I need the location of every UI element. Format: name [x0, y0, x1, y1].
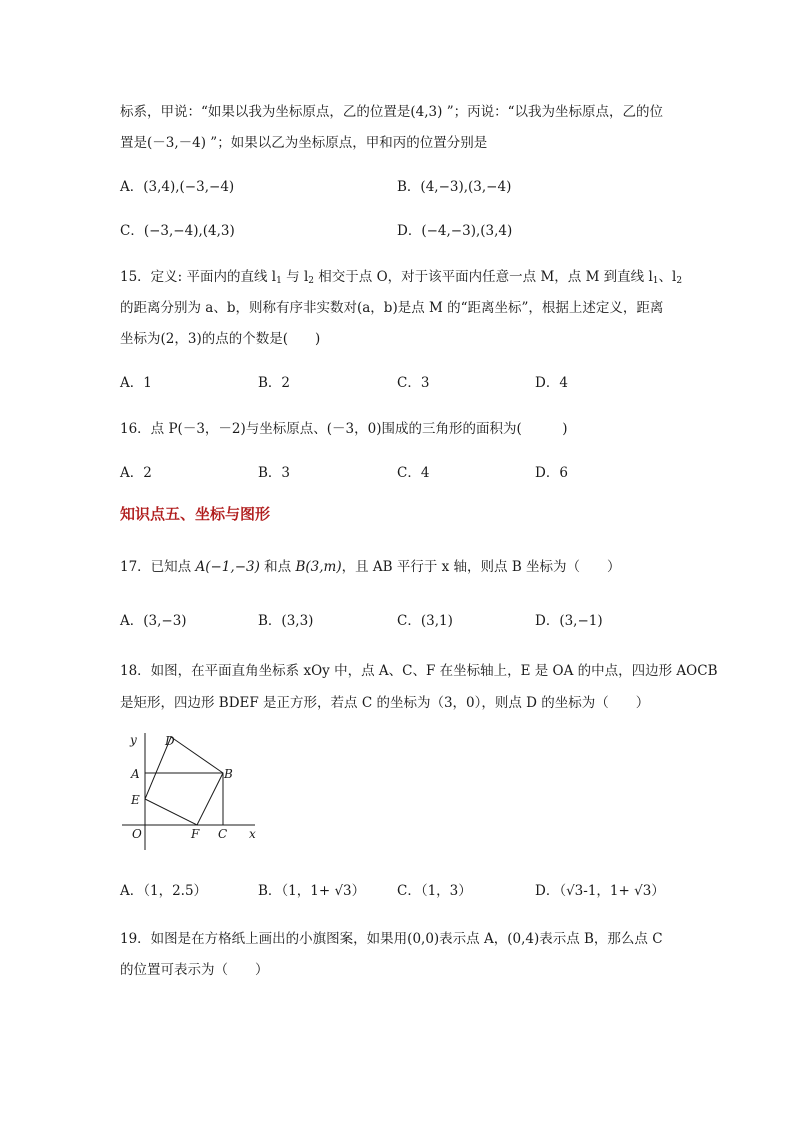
q16-option-b[interactable]: B．3 — [258, 465, 291, 481]
label-C: C — [218, 827, 228, 841]
q14-option-c[interactable] — [120, 222, 235, 240]
q18-option-b[interactable]: B．（1，1+ √3） — [258, 883, 366, 899]
q14-option-d[interactable] — [397, 222, 512, 240]
q15-option-d[interactable]: D．4 — [535, 375, 568, 391]
option-label: D． — [397, 223, 422, 239]
option-label: B． — [397, 179, 421, 195]
q17-option-b[interactable]: B．(3,3) — [258, 613, 314, 629]
q17-option-d[interactable]: D．(3,−1) — [535, 613, 603, 629]
square-BDEF — [145, 737, 223, 825]
label-D: D — [165, 734, 175, 748]
q15-option-b[interactable]: B．2 — [258, 375, 291, 391]
q15-option-c[interactable]: C．3 — [397, 375, 430, 391]
q16-option-a[interactable]: A．2 — [120, 465, 152, 481]
q14-option-a[interactable] — [120, 178, 234, 196]
q14-stem-line2: 置是(－3,－4) ”；如果以乙为坐标原点，甲和丙的位置分别是 — [120, 135, 488, 151]
label-E: E — [131, 793, 140, 807]
q18-stem-line2: 是矩形，四边形 BDEF 是正方形，若点 C 的坐标为（3，0），则点 D 的坐标为（ ） — [120, 695, 650, 711]
label-B: B — [224, 767, 233, 781]
q15-option-a[interactable]: A．1 — [120, 375, 152, 391]
q17-stem-line1: 17．已知点 A(−1,−3) 和点 B(3,m)，且 AB 平行于 x 轴，则点 B 坐标为（ ） — [120, 559, 621, 575]
label-y: y — [130, 733, 137, 747]
q19-stem-line1: 19．如图是在方格纸上画出的小旗图案，如果用(0,0)表示点 A，(0,4)表示点 B，那么点 C — [120, 931, 663, 947]
q15-stem-line2: 的距离分别为 a、b，则称有序非实数对(a，b)是点 M 的“距离坐标”，根据上述定义，距离 — [120, 300, 664, 316]
q17-option-c[interactable]: C．(3,1) — [397, 613, 453, 629]
label-x: x — [249, 827, 256, 841]
option-text: (−4,−3),(3,4) — [421, 223, 513, 239]
q16-stem-line1: 16．点 P(－3，－2)与坐标原点、(－3，0)围成的三角形的面积为( ) — [120, 421, 568, 437]
q19-stem-line2: 的位置可表示为（ ） — [120, 962, 269, 978]
label-A: A — [131, 767, 140, 781]
q14-stem-line1: 标系，甲说：“如果以我为坐标原点，乙的位置是(4,3) ”；丙说：“以我为坐标原点，乙的位 — [120, 104, 663, 120]
q17-option-a[interactable]: A．(3,−3) — [120, 613, 187, 629]
option-text: (−3,−4),(4,3) — [143, 223, 235, 239]
q18-stem-line1: 18．如图，在平面直角坐标系 xOy 中，点 A、C、F 在坐标轴上，E 是 OA 的中点，四边形 AOCB — [120, 663, 718, 679]
q18-option-a[interactable]: A．（1，2.5） — [120, 883, 208, 899]
option-label: A． — [120, 179, 144, 195]
q15-stem-line3: 坐标为(2，3)的点的个数是( ) — [120, 331, 321, 347]
q18-option-d[interactable]: D．（√3-1，1+ √3） — [535, 883, 665, 899]
option-text: (4,−3),(3,−4) — [420, 179, 512, 195]
q18-option-c[interactable]: C．（1，3） — [397, 883, 472, 899]
q16-option-c[interactable]: C．4 — [397, 465, 430, 481]
label-O: O — [132, 827, 142, 841]
label-F: F — [191, 827, 200, 841]
option-label: C． — [120, 223, 144, 239]
q15-stem-line1: 15．定义: 平面内的直线 $l_1$ 与 $l_2$ 相交于点 O，对于该平面内任意一点 M，点 M 到直线 $l_1$、$l_2$ — [120, 269, 683, 286]
q14-option-b[interactable] — [397, 178, 511, 196]
q16-option-d[interactable]: D．6 — [535, 465, 568, 481]
option-text: (3,4),(−3,−4) — [143, 179, 235, 195]
section-heading: 知识点五、坐标与图形 — [120, 505, 271, 523]
q18-geometry-figure — [110, 728, 270, 858]
